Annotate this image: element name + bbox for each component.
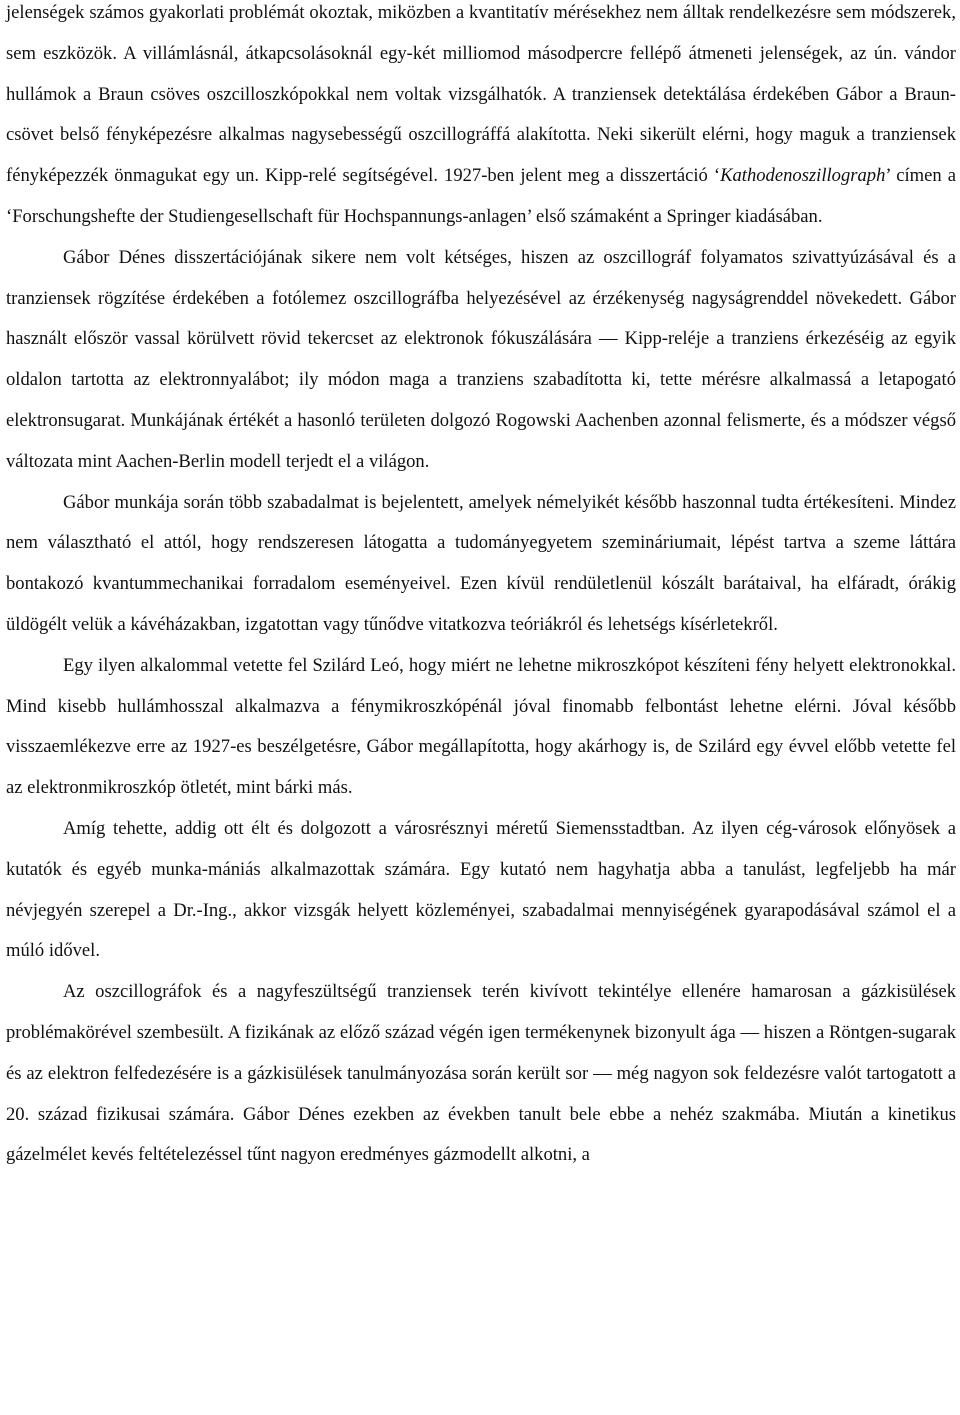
paragraph-1 <box>6 0 956 238</box>
paragraph-2 <box>6 238 956 483</box>
paragraph-1-text: jelenségek számos gyakorlati problémát okoztak, miközben a kvantitatív mérésekhez nem álltak rendelkezésre sem módszerek, sem eszközök. A villámlásnál, átkapcsolásoknál egy-két milliomod másodpercre fellépő átmeneti jelenségek, az ún. vándor hullámok a Braun csöves oszcilloszkópokkal nem voltak vizsgálhatók. A tranziensek detektálása érdekében Gábor a Braun-csövet belső fényképezésre alkalmas nagysebességű oszcillográffá alakította. Neki sikerült elérni, hogy maguk a tranziensek fényképezzék önmagukat egy un. Kipp-relé segítségével. 1927-ben jelent meg a disszertáció ‘ <box>6 2 956 187</box>
paragraph-6-text: Az oszcillográfok és a nagyfeszültségű tranziensek terén kivívott tekintélye ellenére hamarosan a gázkisülések problémakörével szembesült. A fizikának az előző század végén igen termékenynek bizonyult ága — hiszen a Röntgen-sugarak és az elektron felfedezésére is a gázkisülések tanulmányozása során került sor — még nagyon sok feldezésre valót tartogatott a 20. század fizikusai számára. Gábor Dénes ezekben az években tanult bele ebbe a nehéz szakmába. Miután a kinetikus gázelmélet kevés feltételezéssel tűnt nagyon eredményes gázmodellt alkotni, a <box>6 981 956 1166</box>
paragraph-3-text: Gábor munkája során több szabadalmat is bejelentett, amelyek némelyikét később haszonnal tudta értékesíteni. Mindez nem választható el attól, hogy rendszeresen látogatta a tudományegyetem szemináriumait, lépést tartva a szeme láttára bontakozó kvantummechanikai forradalom eseményeivel. Ezen kívül rendületlenül kószált barátaival, ha elfáradt, órákig üldögélt velük a kávéházakban, izgatottan vagy tűnődve vitatkozva teóriákról és lehetségs kísérletekről. <box>6 491 956 635</box>
paragraph-2-text: Gábor Dénes disszertációjának sikere nem volt kétséges, hiszen az oszcillográf folyamatos szivattyúzásával és a tranziensek rögzítése érdekében a fotólemez oszcillográfba helyezésével az érzékenység nagyságrenddel növekedett. Gábor használt először vassal körülvett rövid tekercset az elektronok fókuszálására — Kipp-reléje a tranziens érkezéséig az egyik oldalon tartotta az elektronnyalábot; ily módon maga a tranziens szabadította ki, tette mérésre alkalmassá a letapogató elektronsugarat. Munkájának értékét a hasonló területen dolgozó Rogowski Aachenben azonnal felismerte, és a módszer végső változata mint Aachen-Berlin modell terjedt el a világon. <box>6 246 956 472</box>
paragraph-6 <box>6 972 956 1176</box>
paragraph-1-text-end: ’ címen a ‘Forschungshefte der Studiengesellschaft für Hochspannungs-anlagen’ első számaként a Springer kiadásában. <box>6 165 957 227</box>
paragraph-5 <box>6 809 956 972</box>
dissertation-title: Kathodenoszillograph <box>720 165 886 187</box>
paragraph-4-text: Egy ilyen alkalommal vetette fel Szilárd Leó, hogy miért ne lehetne mikroszkópot készíteni fény helyett elektronokkal. Mind kisebb hullámhosszal alkalmazva a fénymikroszkópénál jóval finomabb felbontást lehetne elérni. Jóval később visszaemlékezve erre az 1927-es beszélgetésre, Gábor megállapította, hogy akárhogy is, de Szilárd egy évvel előbb vetette fel az elektronmikroszkóp ötletét, mint bárki más. <box>6 654 956 799</box>
paragraph-5-text: Amíg tehette, addig ott élt és dolgozott a városrésznyi méretű Siemensstadtban. Az ilyen cég-városok előnyösek a kutatók és egyéb munka-mániás alkalmazottak számára. Egy kutató nem hagyhatja abba a tanulást, legfeljebb ha már névjegyén szerepel a Dr.-Ing., akkor vizsgák helyett közleményei, szabadalmai mennyiségének gyarapodásával számol el a múló idővel. <box>6 817 956 962</box>
paragraph-3 <box>6 483 956 646</box>
document-page <box>6 0 956 1176</box>
paragraph-4 <box>6 646 956 809</box>
